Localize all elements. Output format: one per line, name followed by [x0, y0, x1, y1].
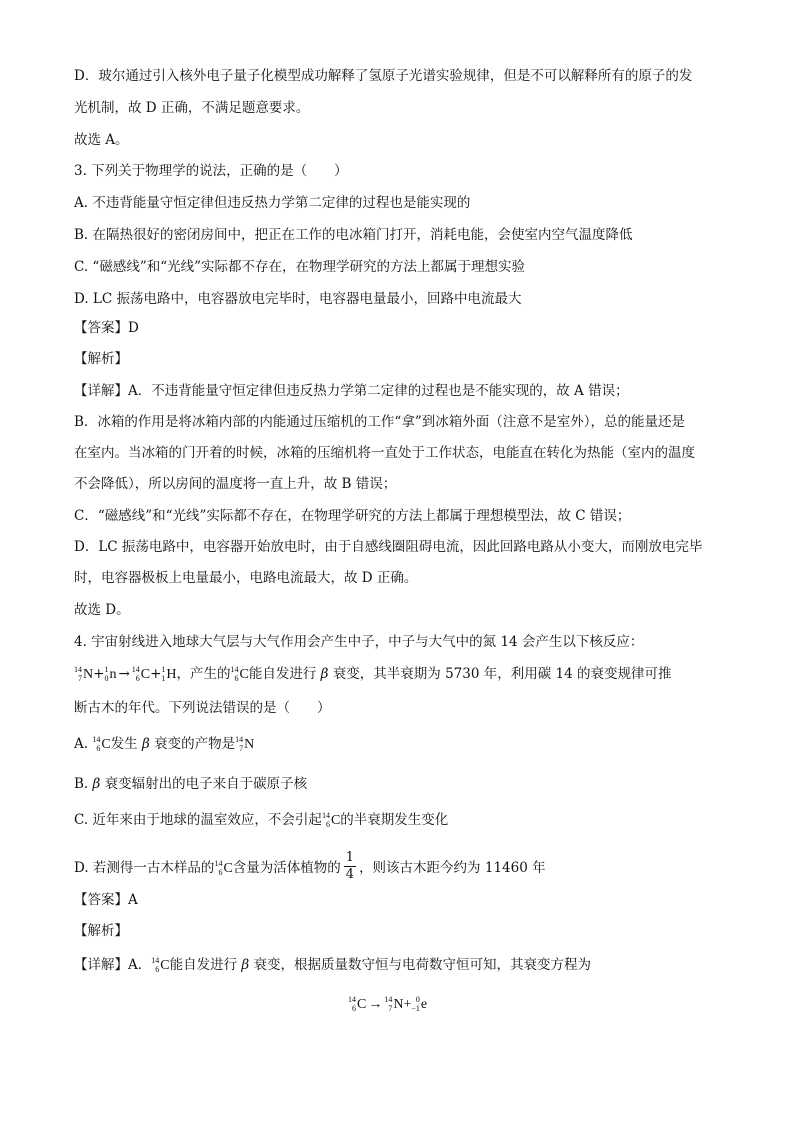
text-line: 不会降低），所以房间的温度将一直上升，故 B 错误；: [74, 476, 397, 492]
nuclear-reaction-line: 14 7 N+ 1 0 n → 14 6 C+ 1 1 H，产生的 14 6 C能自发进行 β 衰变，其半衰期为 5730 年，利用碳 14 的衰变规律可推: [74, 664, 671, 685]
text-line: 光机制，故 D 正确，不满足题意要求。: [74, 100, 310, 116]
text-line: 在室内。当冰箱的门开着的时候，冰箱的压缩机将一直处于工作状态，电能直在转化为热能（室内的温度: [74, 445, 695, 461]
question-4-stem: 4. 宇宙射线进入地球大气层与大气作用会产生中子，中子与大气中的氮 14 会产生以下核反应：: [74, 634, 644, 650]
nuclide-h1: 1 1 H: [161, 664, 177, 683]
text-line: 断古木的年代。下列说法错误的是（ ）: [74, 700, 331, 716]
text-line: 时，电容器极板上电量最小，电路电流最大，故 D 正确。: [74, 570, 418, 586]
q4-option-b: B. β 衰变辐射出的电子来自于碳原子核: [74, 776, 308, 792]
q4-option-a: A. 14 6 C发生 β 衰变的产物是 14 7 N: [74, 734, 255, 753]
answer-label: 【答案】D: [74, 320, 139, 336]
fraction-one-quarter: $\frac{1}{4}$: [345, 850, 355, 882]
text-line: B．冰箱的作用是将冰箱内部的内能通过压缩机的工作“拿”到冰箱外面（注意不是室外），总的能量还是: [74, 414, 685, 430]
text-line: 故选 A。: [74, 132, 129, 148]
text-line: C．“磁感线”和“光线”实际都不存在，在物理学研究的方法上都属于理想模型法，故 C 错误；: [74, 508, 631, 524]
option-b: B. 在隔热很好的密闭房间中，把正在工作的电冰箱门打开，消耗电能，会使室内空气温度降低: [74, 227, 633, 243]
analysis-label: 【解析】: [74, 351, 128, 367]
decay-equation: 14 6 C → 14 7 N+ 0 −1 e: [348, 995, 428, 1013]
nuclide-c14: 14 6 C: [230, 664, 249, 683]
q4-option-d: D. 若测得一古木样品的 14 6 C含量为活体植物的 $\frac{1}{4}$ ，则该古木距今约为 11460 年: [74, 850, 546, 882]
question-3-stem: 3. 下列关于物理学的说法，正确的是（ ）: [74, 163, 348, 179]
text-line: D．LC 振荡电路中，电容器开始放电时，由于自感线圈阻碍电流，因此回路电路从小变大，而刚放电完毕: [74, 539, 703, 555]
analysis-label: 【解析】: [74, 923, 128, 939]
option-a: A. 不违背能量守恒定律但违反热力学第二定律的过程也是能实现的: [74, 195, 471, 211]
answer-label: 【答案】A: [74, 892, 138, 908]
option-c: C. “磁感线”和“光线”实际都不存在，在物理学研究的方法上都属于理想实验: [74, 259, 526, 275]
q4-detail-line: 【详解】A． 14 6 C能自发进行 β 衰变，根据质量数守恒与电荷数守恒可知，其衰变方程为: [74, 955, 591, 974]
q4-option-c: C. 近年来由于地球的温室效应，不会引起 14 6 C的半衰期发生变化: [74, 810, 449, 829]
nuclide-c14: 14 6 C: [131, 664, 151, 683]
nuclide-n14: 14 7 N: [74, 664, 94, 683]
option-d: D. LC 振荡电路中，电容器放电完毕时，电容器电量最小，回路中电流最大: [74, 291, 522, 307]
text-line: D．玻尔通过引入核外电子量子化模型成功解释了氢原子光谱实验规律，但是不可以解释所有的原子的发: [74, 68, 693, 84]
text-line: 【详解】A．不违背能量守恒定律但违反热力学第二定律的过程也是不能实现的，故 A 错误；: [74, 383, 629, 399]
text-line: 故选 D。: [74, 602, 130, 618]
nuclide-neutron: 1 0 n: [104, 664, 117, 683]
